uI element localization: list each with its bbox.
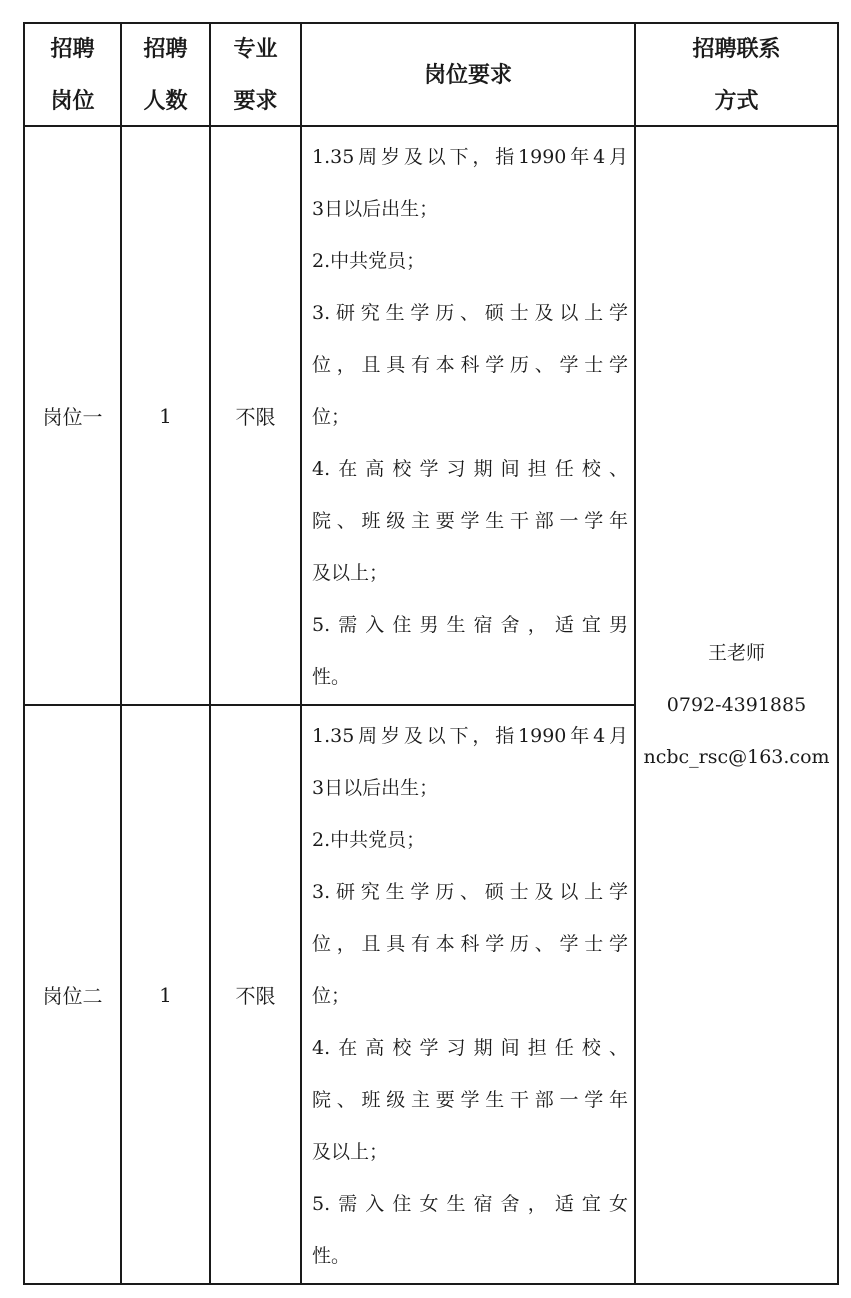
header-major xyxy=(211,24,300,125)
requirement-line: 位； xyxy=(312,985,351,1007)
requirement-line: 4.在高校学习期间担任校、 xyxy=(312,1037,628,1059)
requirement-line: 3日以后出生； xyxy=(312,777,439,799)
header-requirements xyxy=(302,24,634,125)
requirement-line: 1.35周岁及以下，指1990年4月 xyxy=(312,725,628,747)
contact-email: ncbc_rsc@163.com xyxy=(643,746,830,768)
row1-major: 不限 xyxy=(235,405,276,429)
requirement-line: 5.需入住男生宿舍，适宜男 xyxy=(312,614,628,636)
requirement-line: 位，且具有本科学历、学士学 xyxy=(312,933,628,955)
row2-count: 1 xyxy=(159,982,172,1007)
requirement-line: 院、班级主要学生干部一学年 xyxy=(312,510,628,532)
requirement-line: 性。 xyxy=(312,666,351,688)
header-major-line2: 要求 xyxy=(233,87,278,114)
requirement-line: 性。 xyxy=(312,1245,351,1267)
requirement-line: 3日以后出生； xyxy=(312,198,439,220)
row2-position: 岗位二 xyxy=(42,984,103,1008)
header-position-line2: 岗位 xyxy=(50,87,95,114)
header-count-line1: 招聘 xyxy=(143,35,188,62)
header-contact-line2: 方式 xyxy=(714,87,759,114)
contact-cell xyxy=(636,127,837,1283)
header-major-line1: 专业 xyxy=(233,35,278,62)
row1-count: 1 xyxy=(159,403,172,428)
requirement-line: 及以上； xyxy=(312,1141,389,1163)
requirement-line: 4.在高校学习期间担任校、 xyxy=(312,458,628,480)
header-count-line2: 人数 xyxy=(143,87,188,114)
header-requirements-label: 岗位要求 xyxy=(423,61,512,88)
requirement-line: 2.中共党员； xyxy=(312,829,426,851)
requirement-line: 院、班级主要学生干部一学年 xyxy=(312,1089,628,1111)
requirement-line: 5.需入住女生宿舍，适宜女 xyxy=(312,1193,628,1215)
header-position xyxy=(25,24,120,125)
requirement-line: 3.研究生学历、硕士及以上学 xyxy=(312,302,628,324)
row1-requirements xyxy=(312,131,628,703)
requirement-line: 位； xyxy=(312,406,351,428)
row2-major: 不限 xyxy=(235,984,276,1008)
table-border-bottom xyxy=(23,1283,839,1285)
header-count xyxy=(122,24,209,125)
header-contact xyxy=(636,24,837,125)
header-position-line1: 招聘 xyxy=(50,35,95,62)
requirement-line: 及以上； xyxy=(312,562,389,584)
requirement-line: 位，且具有本科学历、学士学 xyxy=(312,354,628,376)
header-contact-line1: 招聘联系 xyxy=(692,35,781,62)
requirement-line: 2.中共党员； xyxy=(312,250,426,272)
contact-phone: 0792-4391885 xyxy=(666,694,807,716)
requirement-line: 1.35周岁及以下，指1990年4月 xyxy=(312,146,628,168)
contact-name: 王老师 xyxy=(707,642,765,664)
table-border-right xyxy=(837,22,839,1285)
row2-requirements xyxy=(312,710,628,1282)
requirement-line: 3.研究生学历、硕士及以上学 xyxy=(312,881,628,903)
column-divider xyxy=(300,22,302,1285)
row1-position: 岗位一 xyxy=(42,405,103,429)
